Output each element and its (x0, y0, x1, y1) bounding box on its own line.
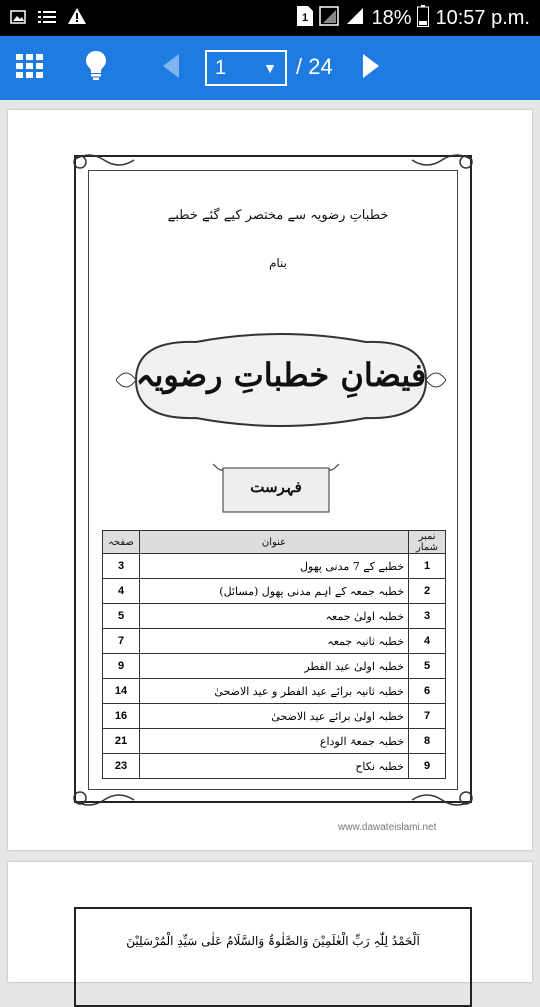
row-number: 5 (409, 654, 446, 679)
page-number-value: 1 (215, 57, 227, 79)
grid-view-button[interactable] (10, 36, 50, 100)
chevron-left-icon (163, 54, 179, 82)
table-row[interactable] (103, 729, 446, 754)
dropdown-arrow-icon: ▼ (263, 60, 277, 76)
row-page: 21 (103, 729, 140, 754)
battery-percent: 18% (371, 7, 412, 29)
row-page: 9 (103, 654, 140, 679)
lightbulb-icon (86, 51, 106, 85)
contents-heading: فہرست (250, 478, 302, 496)
status-bar (0, 0, 540, 36)
row-page: 3 (103, 554, 140, 579)
row-title: خطبہ جمعہ کے اہم مدنی پھول (مسائل) (140, 579, 409, 604)
table-row[interactable] (103, 704, 446, 729)
clock: 10:57 p.m. (435, 7, 530, 29)
header-page: صفحہ (103, 531, 140, 554)
table-row[interactable] (103, 554, 446, 579)
svg-text:1: 1 (302, 11, 309, 24)
row-number: 2 (409, 579, 446, 604)
grid-icon (16, 54, 44, 82)
table-row[interactable] (103, 629, 446, 654)
signal-bars-icon (345, 6, 365, 31)
table-row[interactable] (103, 679, 446, 704)
table-row[interactable] (103, 754, 446, 779)
row-title: خطبہ اولیٰ عید الفطر (140, 654, 409, 679)
page2-header-text: اَلْحَمْدُ لِلّٰہِ رَبِّ الْعٰلَمِیْنَ وَالصَّلٰوۃُ وَالسَّلَامُ عَلٰی سَیِّدِ الْمُرْسَلِیْنَ (126, 934, 420, 948)
row-title: خطبہ ثانیہ جمعہ (140, 629, 409, 654)
row-page: 23 (103, 754, 140, 779)
row-number: 7 (409, 704, 446, 729)
subtitle-line-2: بنام (268, 256, 288, 270)
previous-page-button[interactable] (158, 36, 184, 100)
subtitle-line-1: خطباتِ رضویہ سے مختصر کیے گئے خطبے (167, 208, 389, 223)
image-icon (10, 9, 26, 28)
row-title: خطبہ جمعۃ الوداع (140, 729, 409, 754)
page-total-label: / 24 (296, 54, 333, 79)
row-number: 6 (409, 679, 446, 704)
battery-icon (417, 5, 429, 32)
row-title: خطبہ نکاح (140, 754, 409, 779)
next-page-button[interactable] (358, 36, 384, 100)
row-number: 9 (409, 754, 446, 779)
chevron-right-icon (363, 54, 379, 82)
signal-empty-icon (319, 6, 339, 31)
row-number: 4 (409, 629, 446, 654)
sim-icon (297, 6, 313, 31)
page2-border (74, 907, 472, 1007)
header-title: عنوان (140, 531, 409, 554)
contents-table (102, 530, 446, 779)
document-page-2[interactable] (8, 862, 532, 982)
reader-toolbar (0, 36, 540, 100)
page-number-dropdown[interactable] (205, 50, 287, 86)
row-page: 5 (103, 604, 140, 629)
header-number: نمبر شمار (409, 531, 446, 554)
row-title: خطبہ ثانیہ برائے عید الفطر و عید الاضحیٰ (140, 679, 409, 704)
row-number: 1 (409, 554, 446, 579)
row-title: خطبہ اولیٰ جمعہ (140, 604, 409, 629)
row-title: خطبے کے 7 مدنی پھول (140, 554, 409, 579)
row-title: خطبہ اولیٰ برائے عید الاضحیٰ (140, 704, 409, 729)
row-number: 3 (409, 604, 446, 629)
table-row[interactable] (103, 654, 446, 679)
notification-icons (10, 8, 86, 28)
row-page: 7 (103, 629, 140, 654)
table-row[interactable] (103, 579, 446, 604)
row-page: 4 (103, 579, 140, 604)
list-icon (38, 9, 56, 28)
row-number: 8 (409, 729, 446, 754)
row-page: 14 (103, 679, 140, 704)
table-row[interactable] (103, 604, 446, 629)
table-header-row (103, 531, 446, 554)
book-title: فیضانِ خطباتِ رضویہ (135, 356, 427, 394)
document-page-1[interactable] (8, 110, 532, 850)
warning-icon (68, 8, 86, 28)
tips-button[interactable] (80, 36, 112, 100)
row-page: 16 (103, 704, 140, 729)
website-url: www.dawateislami.net (338, 822, 437, 833)
